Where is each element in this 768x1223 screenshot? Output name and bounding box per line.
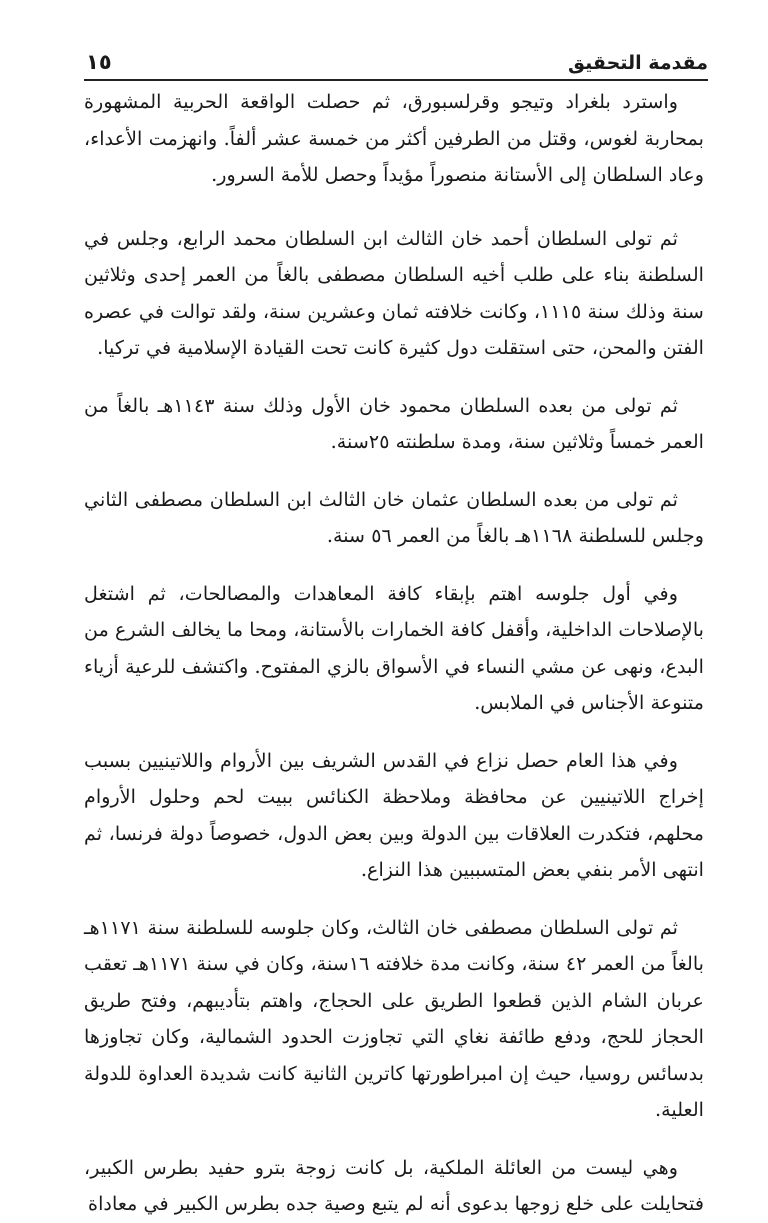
paragraph: وفي هذا العام حصل نزاع في القدس الشريف بين الأروام واللاتينيين بسبب إخراج اللاتينيين عن محافظة وملاحظة الكنائس ببيت لحم وحلول الأروام محلهم، فتكدرت العلاقات بين الدولة وبين بعض الدول، خصوصاً دولة فرنسا، ثم انتهى الأمر بنفي بعض المتسببين هذا النزاع. [84,748,704,881]
page-number: ١٥ [86,50,112,74]
paragraph: ثم تولى من بعده السلطان محمود خان الأول وذلك سنة ١١٤٣هـ بالغاً من العمر خمساً وثلاثين سنة، ومدة سلطنته ٢٥سنة. [84,393,704,453]
paragraph: وهي ليست من العائلة الملكية، بل كانت زوجة بترو حفيد بطرس الكبير، فتحايلت على خلع زوجها بدعوى أنه لم يتبع وصية جده بطرس الكبير في معاداة [84,1155,704,1215]
paragraph: ثم تولى من بعده السلطان عثمان خان الثالث ابن السلطان مصطفى الثاني وجلس للسلطنة ١١٦٨هـ بالغاً من العمر ٥٦ سنة. [84,487,704,547]
paragraph: وفي أول جلوسه اهتم بإبقاء كافة المعاهدات والمصالحات، ثم اشتغل بالإصلاحات الداخلية، وأقفل كافة الخمارات بالأستانة، ومحا ما يخالف الشرع من البدع، ونهى عن مشي النساء في الأسواق بالزي المفتوح. واكتشف للرعية أزياء متنوعة الأجناس في الملابس. [84,581,704,714]
paragraph: ثم تولى السلطان أحمد خان الثالث ابن السلطان محمد الرابع، وجلس في السلطنة بناء على طلب أخيه السلطان مصطفى بالغاً من العمر إحدى وثلاثين سنة وذلك سنة ١١١٥، وكانت خلافته ثمان وعشرين سنة، ولقد توالت في عصره الفتن والمحن، حتى استقلت دول كثيرة كانت تحت القيادة الإسلامية في تركيا. [84,226,704,359]
page-body [84,84,704,1223]
header-rule [84,79,708,81]
page-header [86,36,708,74]
paragraph: واسترد بلغراد وتيجو وقرلسبورق، ثم حصلت الواقعة الحربية المشهورة بمحاربة لغوس، وقتل من الطرفين أكثر من خمسة عشر ألفاً. وانهزمت الأعداء، وعاد السلطان إلى الأستانة منصوراً مؤيداً وحصل للأمة السرور. [84,90,704,186]
running-title: مقدمة التحقيق [568,52,708,74]
paragraph: ثم تولى السلطان مصطفى خان الثالث، وكان جلوسه للسلطنة سنة ١١٧١هـ بالغاً من العمر ٤٢ سنة، وكانت مدة خلافته ١٦سنة، وكان في سنة ١١٧١هـ تعقب عربان الشام الذين قطعوا الطريق على الحجاج، واهتم بتأديبهم، وفتح طريق الحجاز للحج، ودفع طائفة نغاي التي تجاوزت الحدود الشمالية، وكان تجاوزها بدسائس روسيا، حيث إن امبراطورتها كاترين الثانية كانت شديدة العداوة للدولة العلية. [84,915,705,1121]
